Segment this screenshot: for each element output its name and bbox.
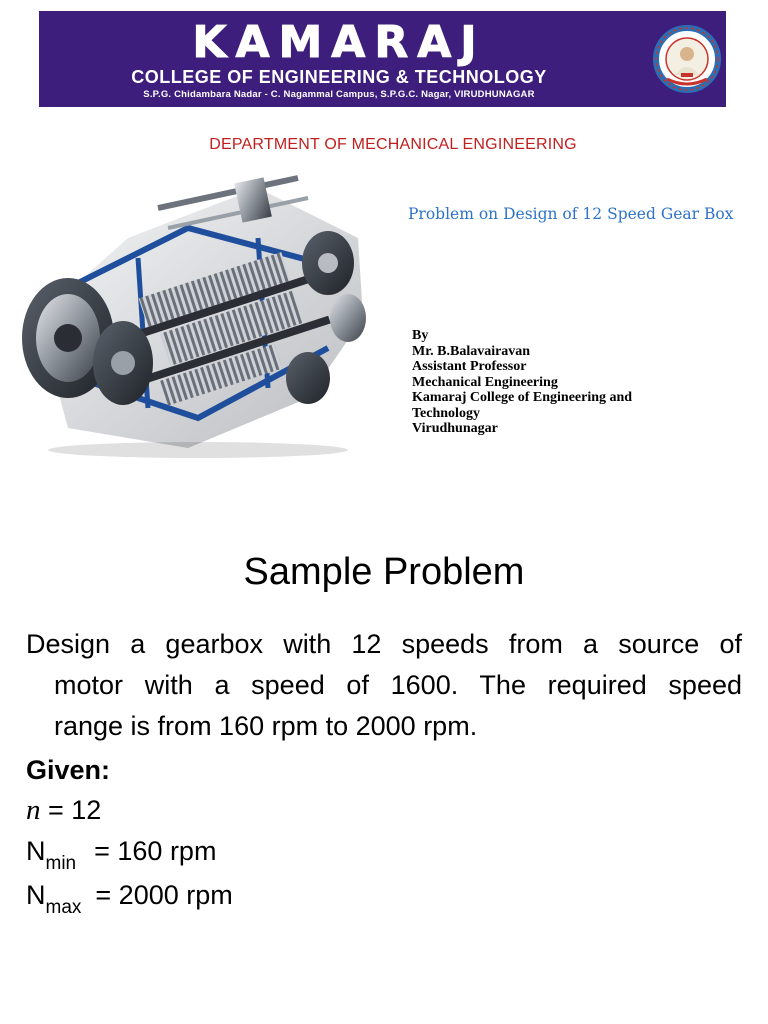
- problem-line: motor with a speed of 1600. The required speed: [54, 670, 742, 700]
- given-subscript: max: [45, 897, 82, 918]
- given-row-nmax: [26, 875, 233, 919]
- given-label: Given:: [26, 755, 111, 785]
- slide-title: Sample Problem: [243, 551, 525, 593]
- author-line: Assistant Professor: [412, 359, 527, 374]
- given-symbol: n: [26, 794, 41, 826]
- given-value: = 2000 rpm: [95, 880, 233, 910]
- department-heading: DEPARTMENT OF MECHANICAL ENGINEERING: [209, 136, 577, 153]
- problem-line: Design a gearbox with 12 speeds from a source of: [26, 629, 742, 659]
- college-address: S.P.G. Chidambara Nadar - C. Nagammal Campus, S.P.G.C. Nagar, VIRUDHUNAGAR: [143, 89, 535, 100]
- author-line: Mr. B.Balavairavan: [412, 343, 531, 359]
- problem-statement: [26, 624, 742, 747]
- author-line: Virudhunagar: [412, 421, 498, 436]
- gearbox-illustration: [8, 168, 378, 460]
- college-name: KAMARAJ: [192, 17, 486, 68]
- college-seal-icon: [653, 25, 721, 93]
- author-line: By: [412, 328, 429, 343]
- given-row-nmin: [26, 831, 233, 875]
- author-line: Technology: [412, 405, 480, 421]
- problem-line: range is from 160 rpm to 2000 rpm.: [54, 711, 478, 741]
- presentation-subtitle: Problem on Design of 12 Speed Gear Box: [408, 205, 734, 223]
- author-line: Kamaraj College of Engineering and: [412, 390, 633, 405]
- author-block: [412, 328, 712, 437]
- author-line: Mechanical Engineering: [412, 374, 558, 390]
- given-value: = 160 rpm: [94, 836, 217, 866]
- given-symbol: N: [26, 880, 46, 910]
- college-subtitle: COLLEGE OF ENGINEERING & TECHNOLOGY: [131, 67, 547, 87]
- given-values: [26, 790, 233, 919]
- given-row-n: [26, 790, 233, 831]
- given-subscript: min: [45, 853, 77, 874]
- given-value: = 12: [48, 795, 102, 825]
- college-banner: [39, 11, 726, 107]
- given-symbol: N: [26, 836, 46, 866]
